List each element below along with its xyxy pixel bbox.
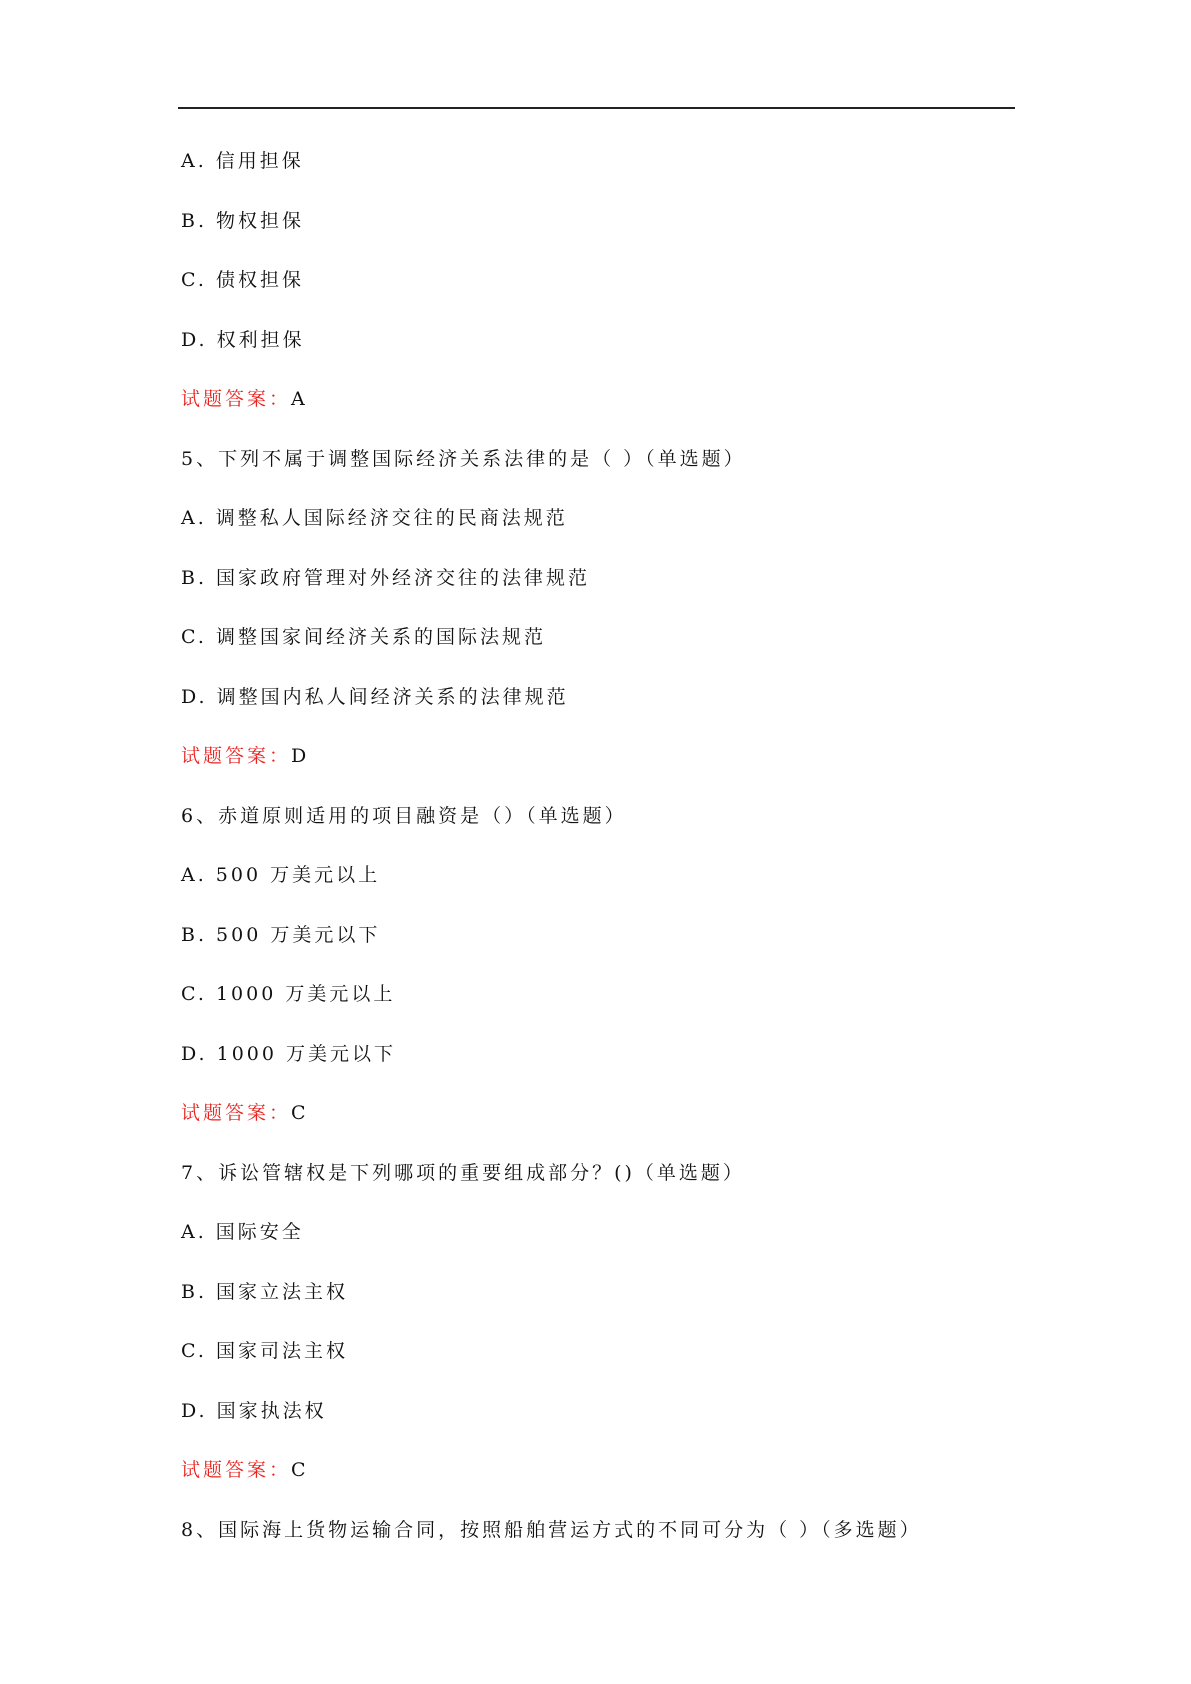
answer-line <box>181 741 1021 801</box>
answer-label: 试题答案： <box>181 745 292 767</box>
answer-value: A <box>291 388 308 410</box>
option-line: D. 权利担保 <box>181 328 305 351</box>
option-line: B. 500 万美元以下 <box>181 923 381 946</box>
option-line: A. 信用担保 <box>181 150 304 172</box>
option-line: D. 调整国内私人间经济关系的法律规范 <box>181 685 569 708</box>
header-rule <box>178 107 1015 109</box>
question-line: 6、赤道原则适用的项目融资是（）（单选题） <box>181 804 627 827</box>
option-line: A. 500 万美元以上 <box>181 864 381 886</box>
answer-label: 试题答案： <box>181 1102 292 1124</box>
answer-line <box>181 1098 1021 1158</box>
answer-value: C <box>291 1102 309 1124</box>
option-line: B. 物权担保 <box>181 209 305 232</box>
option-line: A. 国际安全 <box>181 1221 304 1243</box>
question-line: 7、诉讼管辖权是下列哪项的重要组成部分？()（单选题） <box>181 1161 745 1184</box>
option-line: D. 1000 万美元以下 <box>181 1042 397 1065</box>
answer-label: 试题答案： <box>181 1459 292 1481</box>
option-line: D. 国家执法权 <box>181 1399 327 1422</box>
option-line: B. 国家政府管理对外经济交往的法律规范 <box>181 566 591 589</box>
question-line: 8、国际海上货物运输合同，按照船舶营运方式的不同可分为（ ）（多选题） <box>181 1518 922 1541</box>
answer-line <box>181 1455 1021 1515</box>
option-line: C. 债权担保 <box>181 269 304 291</box>
option-line: C. 1000 万美元以上 <box>181 983 396 1005</box>
answer-line <box>181 384 1021 444</box>
question-line: 5、下列不属于调整国际经济关系法律的是（ ）（单选题） <box>181 447 746 470</box>
answer-label: 试题答案： <box>181 388 292 410</box>
option-line: C. 国家司法主权 <box>181 1340 348 1362</box>
answer-value: D <box>291 745 310 767</box>
document-body <box>181 146 1021 1574</box>
option-line: C. 调整国家间经济关系的国际法规范 <box>181 626 546 648</box>
option-line: A. 调整私人国际经济交往的民商法规范 <box>181 507 568 529</box>
option-line: B. 国家立法主权 <box>181 1280 349 1303</box>
answer-value: C <box>291 1459 309 1481</box>
